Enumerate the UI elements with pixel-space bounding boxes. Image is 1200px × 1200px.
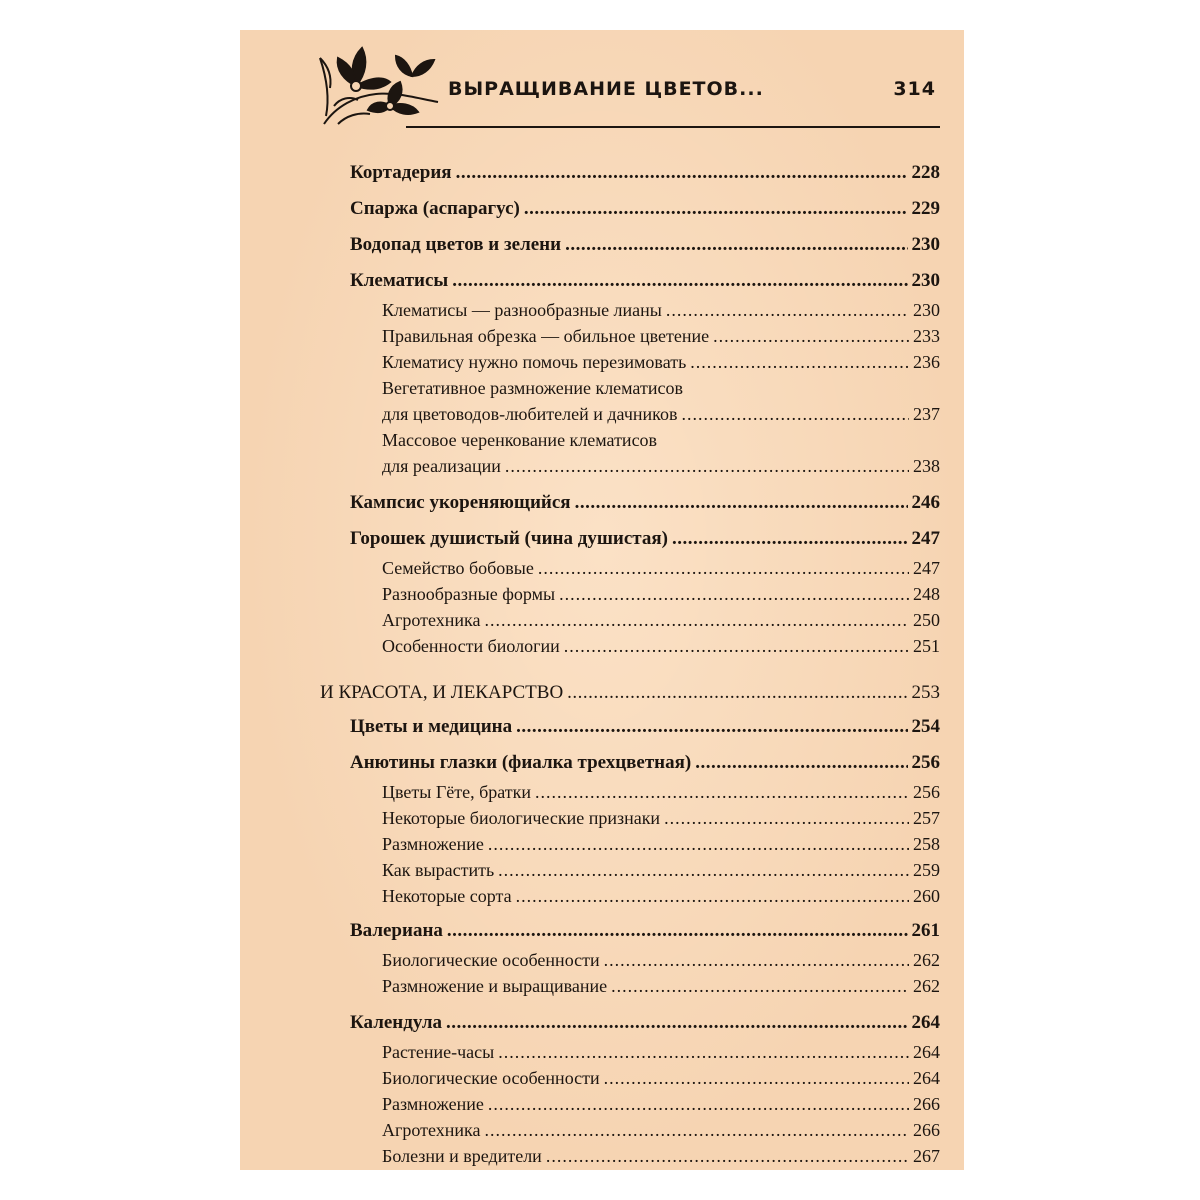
toc-entry <box>382 610 940 631</box>
toc-entry-title: Клематису нужно помочь перезимовать <box>382 352 687 372</box>
toc-entry-title: Кортадерия <box>350 162 452 183</box>
toc-entry-page: 256 <box>911 752 940 773</box>
toc-entry-page: 247 <box>913 558 940 578</box>
toc-entry-title: Биологические особенности <box>382 1068 600 1088</box>
dot-leader <box>485 610 910 631</box>
toc-entry-title: Валериана <box>350 920 443 941</box>
toc-entry <box>382 950 940 971</box>
toc-entry <box>350 234 940 256</box>
toc-entry <box>350 162 940 184</box>
dot-leader <box>681 404 909 425</box>
toc-entry-page: 262 <box>913 950 940 970</box>
dot-leader <box>564 636 909 657</box>
toc-entry-title: Болезни и вредители <box>382 1146 542 1166</box>
toc-entry-page: 260 <box>913 886 940 906</box>
dot-leader <box>488 1094 909 1115</box>
toc-entry <box>382 1068 940 1089</box>
dot-leader <box>524 198 908 220</box>
toc-entry-page: 233 <box>913 326 940 346</box>
toc-entry-page: 261 <box>911 920 940 941</box>
toc-entry-page: 266 <box>913 1094 940 1114</box>
toc-entry <box>382 1146 940 1167</box>
dot-leader <box>672 528 908 550</box>
toc-entry-title: Биологические особенности <box>382 950 600 970</box>
header-rule <box>406 126 940 128</box>
toc-entry-title: Правильная обрезка — обильное цветение <box>382 326 710 346</box>
dot-leader <box>447 920 908 942</box>
toc-entry-title: Размножение <box>382 1094 484 1114</box>
toc-entry-page: 229 <box>911 198 940 219</box>
toc-entry-page: 264 <box>913 1068 940 1088</box>
dot-leader <box>498 1042 909 1063</box>
running-head-title: ВЫРАЩИВАНИЕ ЦВЕТОВ... <box>448 78 764 100</box>
toc-entry <box>382 558 940 579</box>
toc-entry <box>382 352 940 373</box>
toc-entry-page: 256 <box>913 782 940 802</box>
dot-leader <box>664 808 909 829</box>
toc-entry <box>350 528 940 550</box>
dot-leader <box>538 558 909 579</box>
toc-entry-page: 264 <box>911 1012 940 1033</box>
running-head <box>446 78 940 102</box>
toc-entry <box>350 1012 940 1034</box>
dot-leader <box>567 682 907 704</box>
toc-entry-page: 230 <box>911 234 940 255</box>
toc-entry-title: Семейство бобовые <box>382 558 534 578</box>
dot-leader <box>488 834 909 855</box>
toc-entry-title: Кампсис укореняющийся <box>350 492 571 513</box>
dot-leader <box>559 584 909 605</box>
toc-entry-title: Агротехника <box>382 1120 481 1140</box>
toc-entry-page: 228 <box>911 162 940 183</box>
toc-entry-page: 267 <box>913 1146 940 1166</box>
toc-entry <box>382 326 940 347</box>
toc-entry <box>382 456 940 477</box>
toc-entry-title: Некоторые биологические признаки <box>382 808 661 828</box>
toc-entry-title: Агротехника <box>382 610 481 630</box>
dot-leader <box>505 456 909 477</box>
toc-entry-page: 247 <box>911 528 940 549</box>
book-page <box>240 30 964 1170</box>
toc-entry <box>382 378 940 399</box>
toc-entry-title: Календула <box>350 1012 443 1033</box>
toc-entry-page: 254 <box>911 716 940 737</box>
toc-entry-page: 236 <box>913 352 940 372</box>
toc-entry-title: Клематисы — разнообразные лианы <box>382 300 662 320</box>
toc-entry-page: 230 <box>913 300 940 320</box>
dot-leader <box>575 492 908 514</box>
toc-entry <box>382 886 940 907</box>
toc-entry-page: 259 <box>913 860 940 880</box>
toc-entry <box>382 808 940 829</box>
toc-section <box>320 682 940 704</box>
toc-entry <box>382 636 940 657</box>
toc-entry-page: 230 <box>911 270 940 291</box>
toc-entry-title: Горошек душистый (чина душистая) <box>350 528 668 549</box>
toc-entry-page: 266 <box>913 1120 940 1140</box>
toc-entry-page: 257 <box>913 808 940 828</box>
dot-leader <box>604 950 909 971</box>
dot-leader <box>604 1068 909 1089</box>
toc-entry <box>382 300 940 321</box>
toc-entry <box>350 492 940 514</box>
toc-entry <box>350 198 940 220</box>
dot-leader <box>535 782 909 803</box>
toc-entry-title: И КРАСОТА, И ЛЕКАРСТВО <box>320 682 564 703</box>
toc-entry-page: 258 <box>913 834 940 854</box>
toc-entry-title: Водопад цветов и зелени <box>350 234 562 255</box>
toc-entry <box>350 752 940 774</box>
toc-entry <box>382 1042 940 1063</box>
dot-leader <box>565 234 907 256</box>
toc-entry-title: Размножение и выращивание <box>382 976 608 996</box>
toc-entry <box>382 404 940 425</box>
page-number: 314 <box>893 78 936 100</box>
toc-entry <box>350 920 940 942</box>
dot-leader <box>452 270 907 292</box>
toc-entry-page: 246 <box>911 492 940 513</box>
toc-entry <box>382 860 940 881</box>
dot-leader <box>666 300 909 321</box>
toc-entry-page: 238 <box>913 456 940 476</box>
toc-entry-title: Массовое черенкование клематисов <box>382 430 658 450</box>
dot-leader <box>546 1146 909 1167</box>
toc-entry-title: Разнообразные формы <box>382 584 556 604</box>
toc-entry-page: 251 <box>913 636 940 656</box>
dot-leader <box>690 352 909 373</box>
flower-ornament-icon <box>316 36 442 128</box>
toc-entry-title: Особенности биологии <box>382 636 560 656</box>
toc-entry-title: Как вырастить <box>382 860 495 880</box>
toc-entry <box>382 1120 940 1141</box>
toc-entry <box>382 584 940 605</box>
toc-entry-title: Размножение <box>382 834 484 854</box>
dot-leader <box>516 886 909 907</box>
toc-entry-title: Вегетативное размножение клематисов <box>382 378 683 398</box>
toc-entry-title: Цветы Гёте, братки <box>382 782 532 802</box>
dot-leader <box>498 860 909 881</box>
toc-entry-title: для цветоводов-любителей и дачников <box>382 404 678 424</box>
toc-entry-title: Растение-часы <box>382 1042 495 1062</box>
dot-leader <box>516 716 907 738</box>
dot-leader <box>713 326 909 347</box>
toc-entry <box>350 716 940 738</box>
toc-entry-title: Спаржа (аспарагус) <box>350 198 520 219</box>
dot-leader <box>695 752 907 774</box>
toc-entry-page: 262 <box>913 976 940 996</box>
dot-leader <box>485 1120 910 1141</box>
toc-entry <box>382 1094 940 1115</box>
toc-entry-page: 237 <box>913 404 940 424</box>
toc-entry-title: Некоторые сорта <box>382 886 512 906</box>
dot-leader <box>446 1012 907 1034</box>
toc-entry-title: Цветы и медицина <box>350 716 513 737</box>
toc-entry-title: для реализации <box>382 456 501 476</box>
toc-entry-page: 253 <box>911 682 940 703</box>
toc-entry <box>350 270 940 292</box>
dot-leader <box>456 162 908 184</box>
toc-entry <box>382 430 940 451</box>
dot-leader <box>611 976 909 997</box>
toc-entry <box>382 782 940 803</box>
toc-entry-page: 248 <box>913 584 940 604</box>
toc-entry <box>382 834 940 855</box>
toc-entry-title: Анютины глазки (фиалка трехцветная) <box>350 752 692 773</box>
toc-entry-title: Клематисы <box>350 270 449 291</box>
toc-entry <box>382 976 940 997</box>
toc-entry-page: 264 <box>913 1042 940 1062</box>
toc-entry-page: 250 <box>913 610 940 630</box>
